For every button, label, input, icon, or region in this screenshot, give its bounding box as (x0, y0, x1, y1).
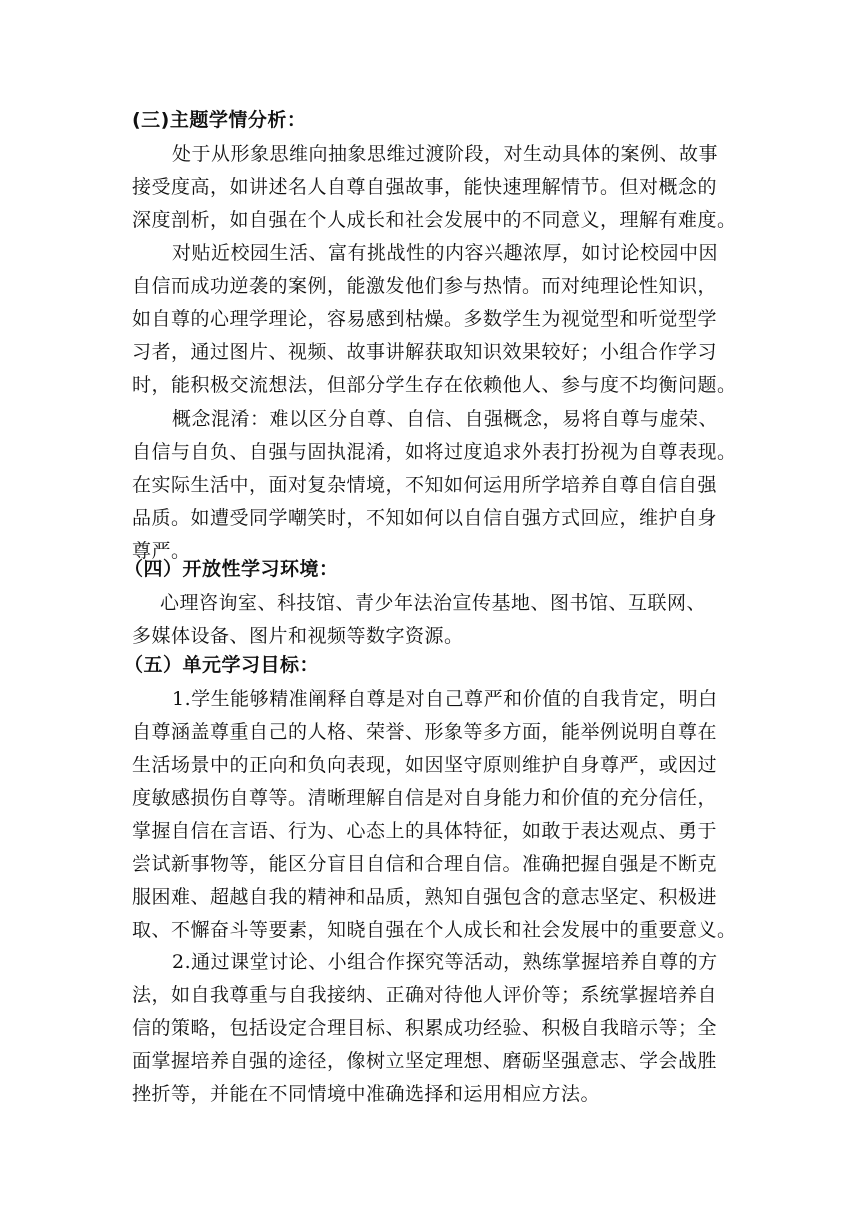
paragraph-interests (132, 237, 737, 402)
paragraph-goal-1 (132, 683, 737, 947)
text-line: 自尊涵盖尊重自己的人格、荣誉、形象等多方面，能举例说明自尊在 (132, 721, 718, 743)
text-line: 掌握自信在言语、行为、心态上的具体特征，如敢于表达观点、勇于 (132, 820, 718, 842)
text-line: 度敏感损伤自尊等。清晰理解自信是对自身能力和价值的充分信任， (132, 787, 718, 809)
text-line: 处于从形象思维向抽象思维过渡阶段，对生动具体的案例、故事 (172, 143, 719, 165)
text-line: 如自尊的心理学理论，容易感到枯燥。多数学生为视觉型和听觉型学 (132, 308, 718, 330)
text-line: 多媒体设备、图片和视频等数字资源。 (132, 625, 464, 647)
text-line: 时，能积极交流想法，但部分学生存在依赖他人、参与度不均衡问题。 (132, 374, 737, 396)
section-heading-unit-goals: （五）单元学习目标： (124, 654, 320, 676)
text-line: 法，如自我尊重与自我接纳、正确对待他人评价等；系统掌握培养自 (132, 984, 718, 1006)
text-line: 尊严。 (132, 540, 191, 562)
text-line: 挫折等，并能在不同情境中准确选择和运用相应方法。 (132, 1083, 601, 1105)
paragraph-thinking-stage (132, 138, 737, 237)
text-line: 面掌握培养自强的途径，像树立坚定理想、磨砺坚强意志、学会战胜 (132, 1050, 718, 1072)
paragraph-environment (132, 587, 732, 653)
paragraph-concept-confusion (132, 403, 737, 568)
text-line: 取、不懈奋斗等要素，知晓自强在个人成长和社会发展中的重要意义。 (132, 919, 737, 941)
text-line: 自信而成功逆袭的案例，能激发他们参与热情。而对纯理论性知识， (132, 275, 718, 297)
text-line: 概念混淆：难以区分自尊、自信、自强概念，易将自尊与虚荣、 (172, 408, 719, 430)
text-line: 深度剖析，如自强在个人成长和社会发展中的不同意义，理解有难度。 (132, 209, 737, 231)
section-heading-learning-environment: （四）开放性学习环境： (124, 558, 339, 580)
text-line: 自信与自负、自强与固执混淆，如将过度追求外表打扮视为自尊表现。 (132, 441, 737, 463)
text-line: 信的策略，包括设定合理目标、积累成功经验、积极自我暗示等；全 (132, 1017, 718, 1039)
section-heading-learner-analysis: (三)主题学情分析： (132, 109, 307, 131)
text-line: 接受度高，如讲述名人自尊自强故事，能快速理解情节。但对概念的 (132, 176, 718, 198)
text-line: 生活场景中的正向和负向表现，如因坚守原则维护自身尊严，或因过 (132, 754, 718, 776)
paragraph-goal-2 (132, 946, 732, 1111)
text-line: 心理咨询室、科技馆、青少年法治宣传基地、图书馆、互联网、 (160, 592, 707, 614)
text-line: 1.学生能够精准阐释自尊是对自己尊严和价值的自我肯定，明白 (172, 688, 718, 710)
text-line: 对贴近校园生活、富有挑战性的内容兴趣浓厚，如讨论校园中因 (172, 242, 719, 264)
text-line: 2.通过课堂讨论、小组合作探究等活动，熟练掌握培养自尊的方 (172, 951, 718, 973)
text-line: 尝试新事物等，能区分盲目自信和合理自信。准确把握自强是不断克 (132, 853, 718, 875)
text-line: 在实际生活中，面对复杂情境，不知如何运用所学培养自尊自信自强 (132, 474, 718, 496)
text-line: 服困难、超越自我的精神和品质，熟知自强包含的意志坚定、积极进 (132, 886, 718, 908)
text-line: 品质。如遭受同学嘲笑时，不知如何以自信自强方式回应，维护自身 (132, 507, 718, 529)
text-line: 习者，通过图片、视频、故事讲解获取知识效果较好；小组合作学习 (132, 341, 718, 363)
